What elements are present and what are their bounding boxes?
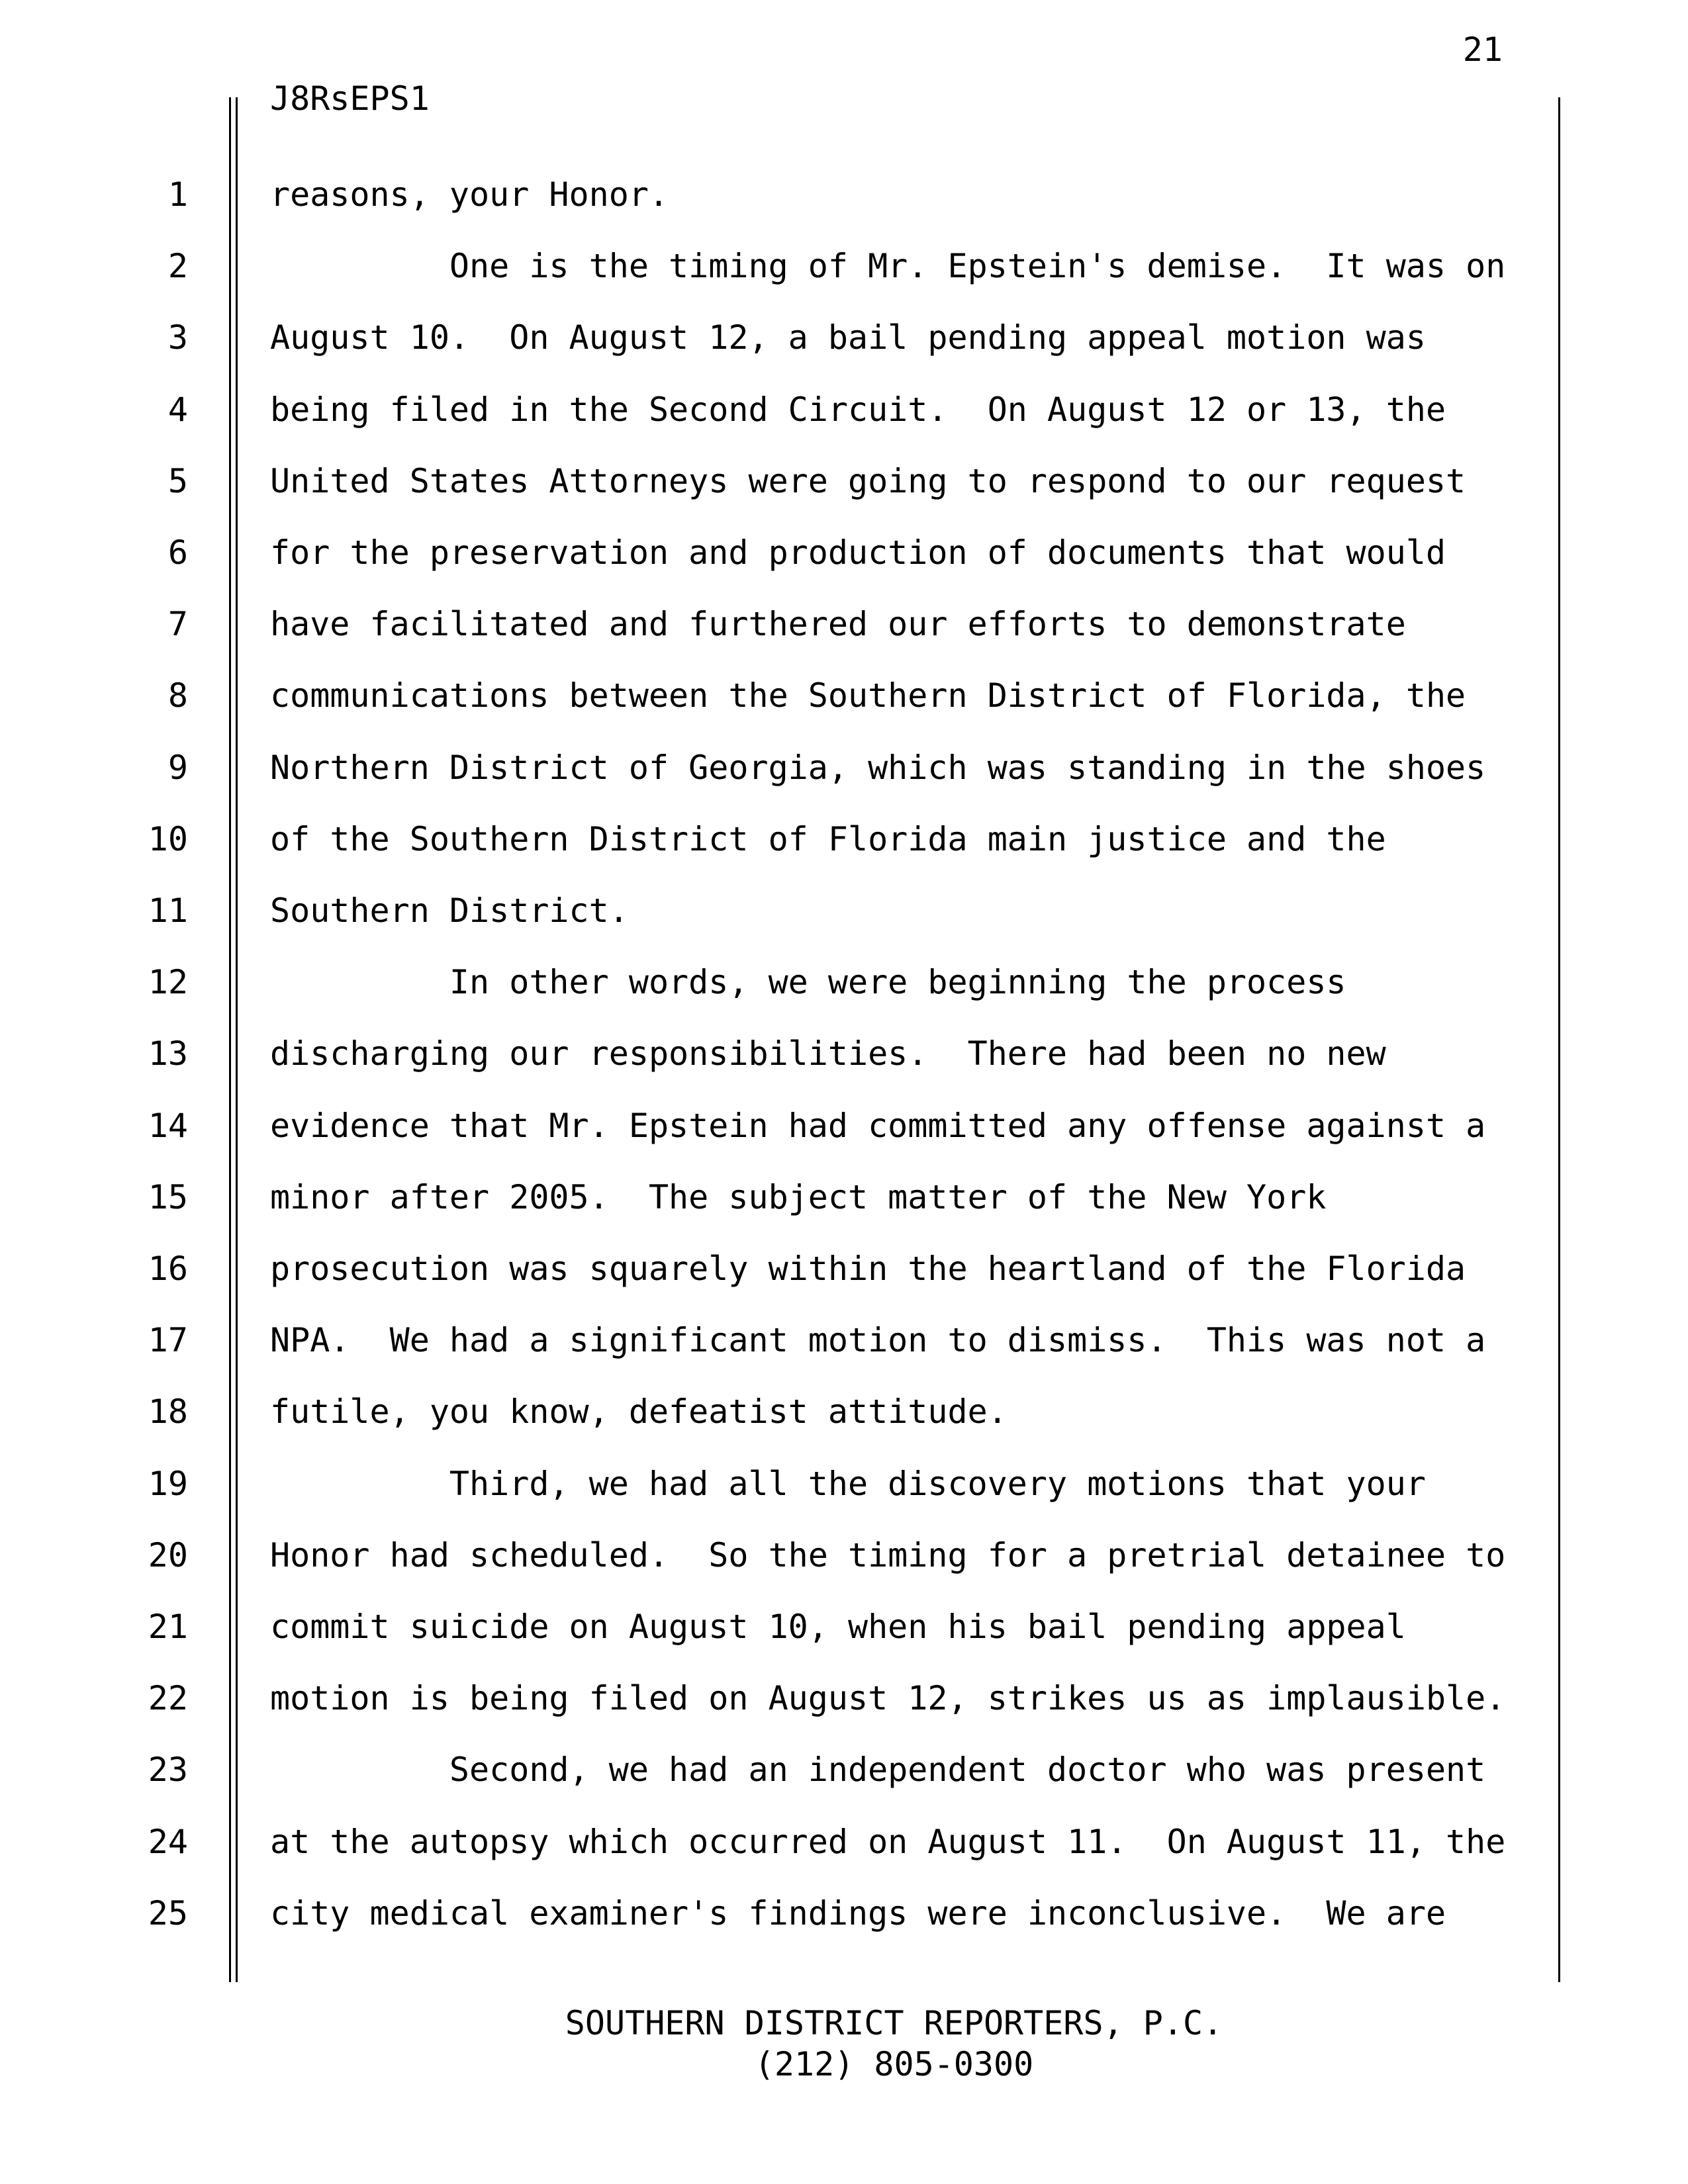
line-number: 7 — [167, 605, 188, 644]
transcript-line — [0, 1464, 1688, 1503]
line-number: 22 — [148, 1679, 188, 1718]
transcript-line — [0, 1106, 1688, 1145]
line-number: 8 — [167, 676, 188, 715]
line-number: 23 — [148, 1751, 188, 1790]
transcript-line — [0, 1252, 1688, 1287]
transcript-line — [0, 1392, 1688, 1432]
transcript-line — [0, 390, 1688, 429]
line-text: motion is being filed on August 12, strikes us as implausible. — [270, 1679, 1506, 1718]
line-number: 21 — [148, 1608, 188, 1646]
transcript-line — [0, 963, 1688, 1002]
line-text: have facilitated and furthered our efforts to demonstrate — [270, 605, 1406, 644]
line-number: 15 — [148, 1177, 188, 1216]
line-text: minor after 2005. The subject matter of the New York — [270, 1177, 1327, 1216]
transcript-line — [0, 533, 1688, 572]
transcript-line — [0, 1753, 1688, 1788]
transcript-line — [0, 819, 1688, 858]
line-number: 6 — [167, 533, 188, 572]
transcript-line — [0, 1034, 1688, 1073]
line-text: Northern District of Georgia, which was standing in the shoes — [270, 748, 1486, 787]
line-text: Honor had scheduled. So the timing for a pretrial detainee to — [270, 1535, 1506, 1574]
transcript-line — [0, 1177, 1688, 1216]
line-text: prosecution was squarely within the heartland of the Florida — [270, 1250, 1466, 1288]
line-number: 14 — [148, 1106, 188, 1145]
transcript-line — [0, 175, 1688, 214]
transcript-line — [0, 1610, 1688, 1645]
transcript-line — [0, 1321, 1688, 1360]
line-number: 19 — [148, 1464, 188, 1503]
transcript-line — [0, 748, 1688, 787]
line-number: 17 — [148, 1321, 188, 1360]
transcript-line — [0, 605, 1688, 644]
line-text: evidence that Mr. Epstein had committed any offense against a — [270, 1106, 1486, 1145]
line-number: 18 — [148, 1392, 188, 1432]
transcript-line — [0, 1679, 1688, 1718]
line-number: 13 — [148, 1034, 188, 1073]
transcript-header-id: J8RsEPS1 — [270, 79, 430, 118]
line-number: 2 — [167, 247, 188, 286]
transcript-line — [0, 1893, 1688, 1933]
line-text: Third, we had all the discovery motions that your — [270, 1464, 1426, 1503]
footer-phone-number: (212) 805-0300 — [754, 2045, 1034, 2083]
transcript-line — [0, 1822, 1688, 1861]
line-text: NPA. We had a significant motion to dismiss. This was not a — [270, 1321, 1486, 1360]
line-text: city medical examiner's findings were inconclusive. We are — [270, 1893, 1446, 1933]
transcript-line — [0, 461, 1688, 500]
line-number: 10 — [148, 819, 188, 858]
line-text: at the autopsy which occurred on August 11. On August 11, the — [270, 1822, 1506, 1861]
line-text: In other words, we were beginning the process — [270, 963, 1346, 1002]
line-text: United States Attorneys were going to respond to our request — [270, 461, 1466, 500]
line-text: August 10. On August 12, a bail pending appeal motion was — [270, 318, 1426, 357]
transcript-line — [0, 247, 1688, 286]
line-text: being filed in the Second Circuit. On August 12 or 13, the — [270, 390, 1446, 429]
line-text: for the preservation and production of documents that would — [270, 533, 1446, 572]
line-number: 1 — [167, 175, 188, 214]
line-text: reasons, your Honor. — [270, 175, 669, 214]
line-number: 25 — [148, 1893, 188, 1933]
line-text: One is the timing of Mr. Epstein's demise. It was on — [270, 247, 1506, 286]
page-number: 21 — [1462, 30, 1503, 69]
transcript-line — [0, 1535, 1688, 1574]
line-number: 5 — [167, 461, 188, 500]
line-number: 12 — [148, 963, 188, 1002]
line-number: 24 — [148, 1822, 188, 1861]
transcript-line — [0, 676, 1688, 715]
transcript-line — [0, 891, 1688, 930]
line-text: communications between the Southern District of Florida, the — [270, 676, 1466, 715]
line-number: 3 — [167, 318, 188, 357]
line-text: Second, we had an independent doctor who was present — [270, 1751, 1486, 1790]
line-number: 16 — [148, 1250, 188, 1288]
line-text: Southern District. — [270, 891, 629, 930]
line-number: 4 — [167, 390, 188, 429]
line-number: 20 — [148, 1535, 188, 1574]
line-text: of the Southern District of Florida main justice and the — [270, 819, 1386, 858]
line-text: futile, you know, defeatist attitude. — [270, 1392, 1008, 1432]
footer-reporter-name: SOUTHERN DISTRICT REPORTERS, P.C. — [565, 2004, 1223, 2042]
line-number: 9 — [167, 748, 188, 787]
transcript-line — [0, 318, 1688, 357]
line-text: discharging our responsibilities. There had been no new — [270, 1034, 1386, 1073]
line-text: commit suicide on August 10, when his bail pending appeal — [270, 1608, 1406, 1646]
line-number: 11 — [148, 891, 188, 930]
